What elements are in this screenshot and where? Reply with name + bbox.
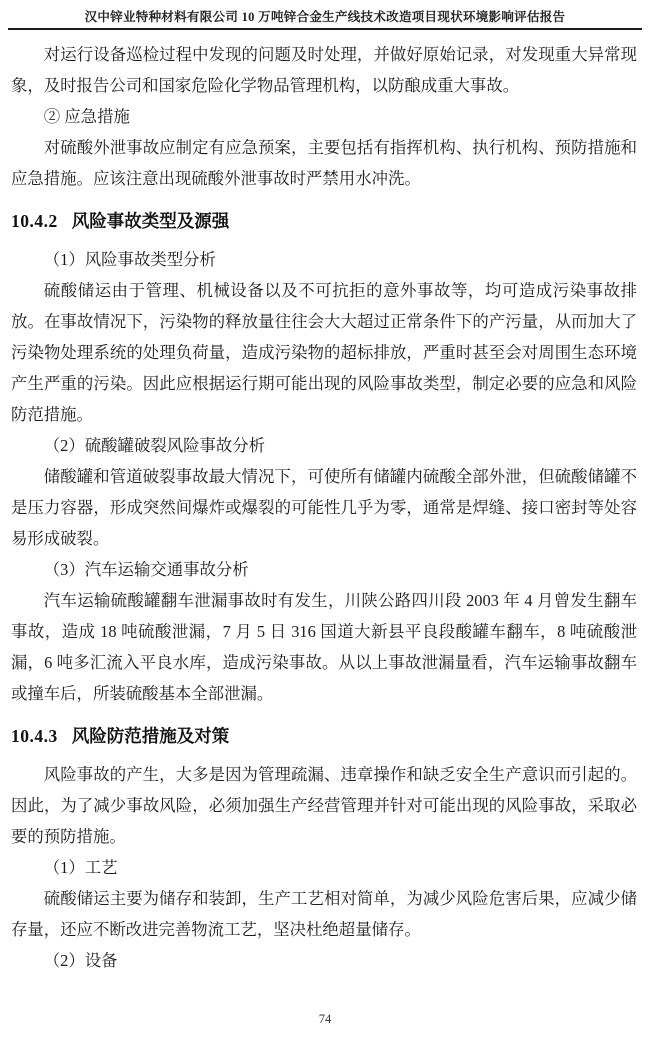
paragraph-transport-accident-analysis: 汽车运输硫酸罐翻车泄漏事故时有发生，川陕公路四川段 2003 年 4 月曾发生翻车事故，造成 18 吨硫酸泄漏，7 月 5 日 316 国道大新县平良段酸罐车翻车，8 吨硫酸泄漏，6 吨多汇流入平良水库，造成污染事故。从以上事故泄漏量看，汽车运输事故翻车或撞车后，所装硫酸基本全部泄漏。 xyxy=(11,591,637,703)
paragraph-equipment-inspection: 对运行设备巡检过程中发现的问题及时处理，并做好原始记录，对发现重大异常现象，及时报告公司和国家危险化学物品管理机构，以防酿成重大事故。 xyxy=(11,45,637,95)
section-title: 风险防范措施及对策 xyxy=(71,726,230,746)
paragraph-process-measures: 硫酸储运主要为储存和装卸，生产工艺相对简单，为减少风险危害后果，应减少储存量，还应不断改进完善物流工艺，坚决杜绝超量储存。 xyxy=(11,889,637,939)
section-title: 风险事故类型及源强 xyxy=(71,211,230,231)
section-number: 10.4.2 xyxy=(11,211,58,231)
paragraph-prevention-intro: 风险事故的产生，大多是因为管理疏漏、违章操作和缺乏安全生产意识而引起的。因此，为了减少事故风险，必须加强生产经营管理并针对可能出现的风险事故，采取必要的预防措施。 xyxy=(11,765,637,846)
paragraph-transport-accident-label: （3）汽车运输交通事故分析 xyxy=(43,560,249,579)
section-number: 10.4.3 xyxy=(11,726,58,746)
section-heading-10-4-2 xyxy=(11,206,637,236)
paragraph-tank-rupture-label: （2）硫酸罐破裂风险事故分析 xyxy=(43,436,266,455)
paragraph-emergency-plan: 对硫酸外泄事故应制定有应急预案，主要包括有指挥机构、执行机构、预防措施和应急措施。应该注意出现硫酸外泄事故时严禁用水冲洗。 xyxy=(11,138,637,188)
paragraph-risk-type-analysis: 硫酸储运由于管理、机械设备以及不可抗拒的意外事故等，均可造成污染事故排放。在事故情况下，污染物的释放量往往会大大超过正常条件下的产污量，从而加大了污染物处理系统的处理负荷量，造成污染物的超标排放，严重时甚至会对周围生态环境产生严重的污染。因此应根据运行期可能出现的风险事故类型，制定必要的应急和风险防范措施。 xyxy=(11,281,637,424)
paragraph-tank-rupture-analysis: 储酸罐和管道破裂事故最大情况下，可使所有储罐内硫酸全部外泄，但硫酸储罐不是压力容器，形成突然间爆炸或爆裂的可能性几乎为零，通常是焊缝、接口密封等处容易形成破裂。 xyxy=(11,467,637,548)
page-number: 74 xyxy=(318,1012,332,1026)
paragraph-process-label: （1）工艺 xyxy=(43,858,118,877)
paragraph-emergency-measures-label: ② 应急措施 xyxy=(43,107,130,126)
paragraph-equipment-label: （2）设备 xyxy=(43,951,118,970)
document-body xyxy=(11,39,637,976)
page-header-title: 汉中锌业特种材料有限公司 10 万吨锌合金生产线技术改造项目现状环境影响评估报告 xyxy=(8,0,642,30)
section-heading-10-4-3 xyxy=(11,721,637,751)
paragraph-risk-type-analysis-label: （1）风险事故类型分析 xyxy=(43,250,216,269)
